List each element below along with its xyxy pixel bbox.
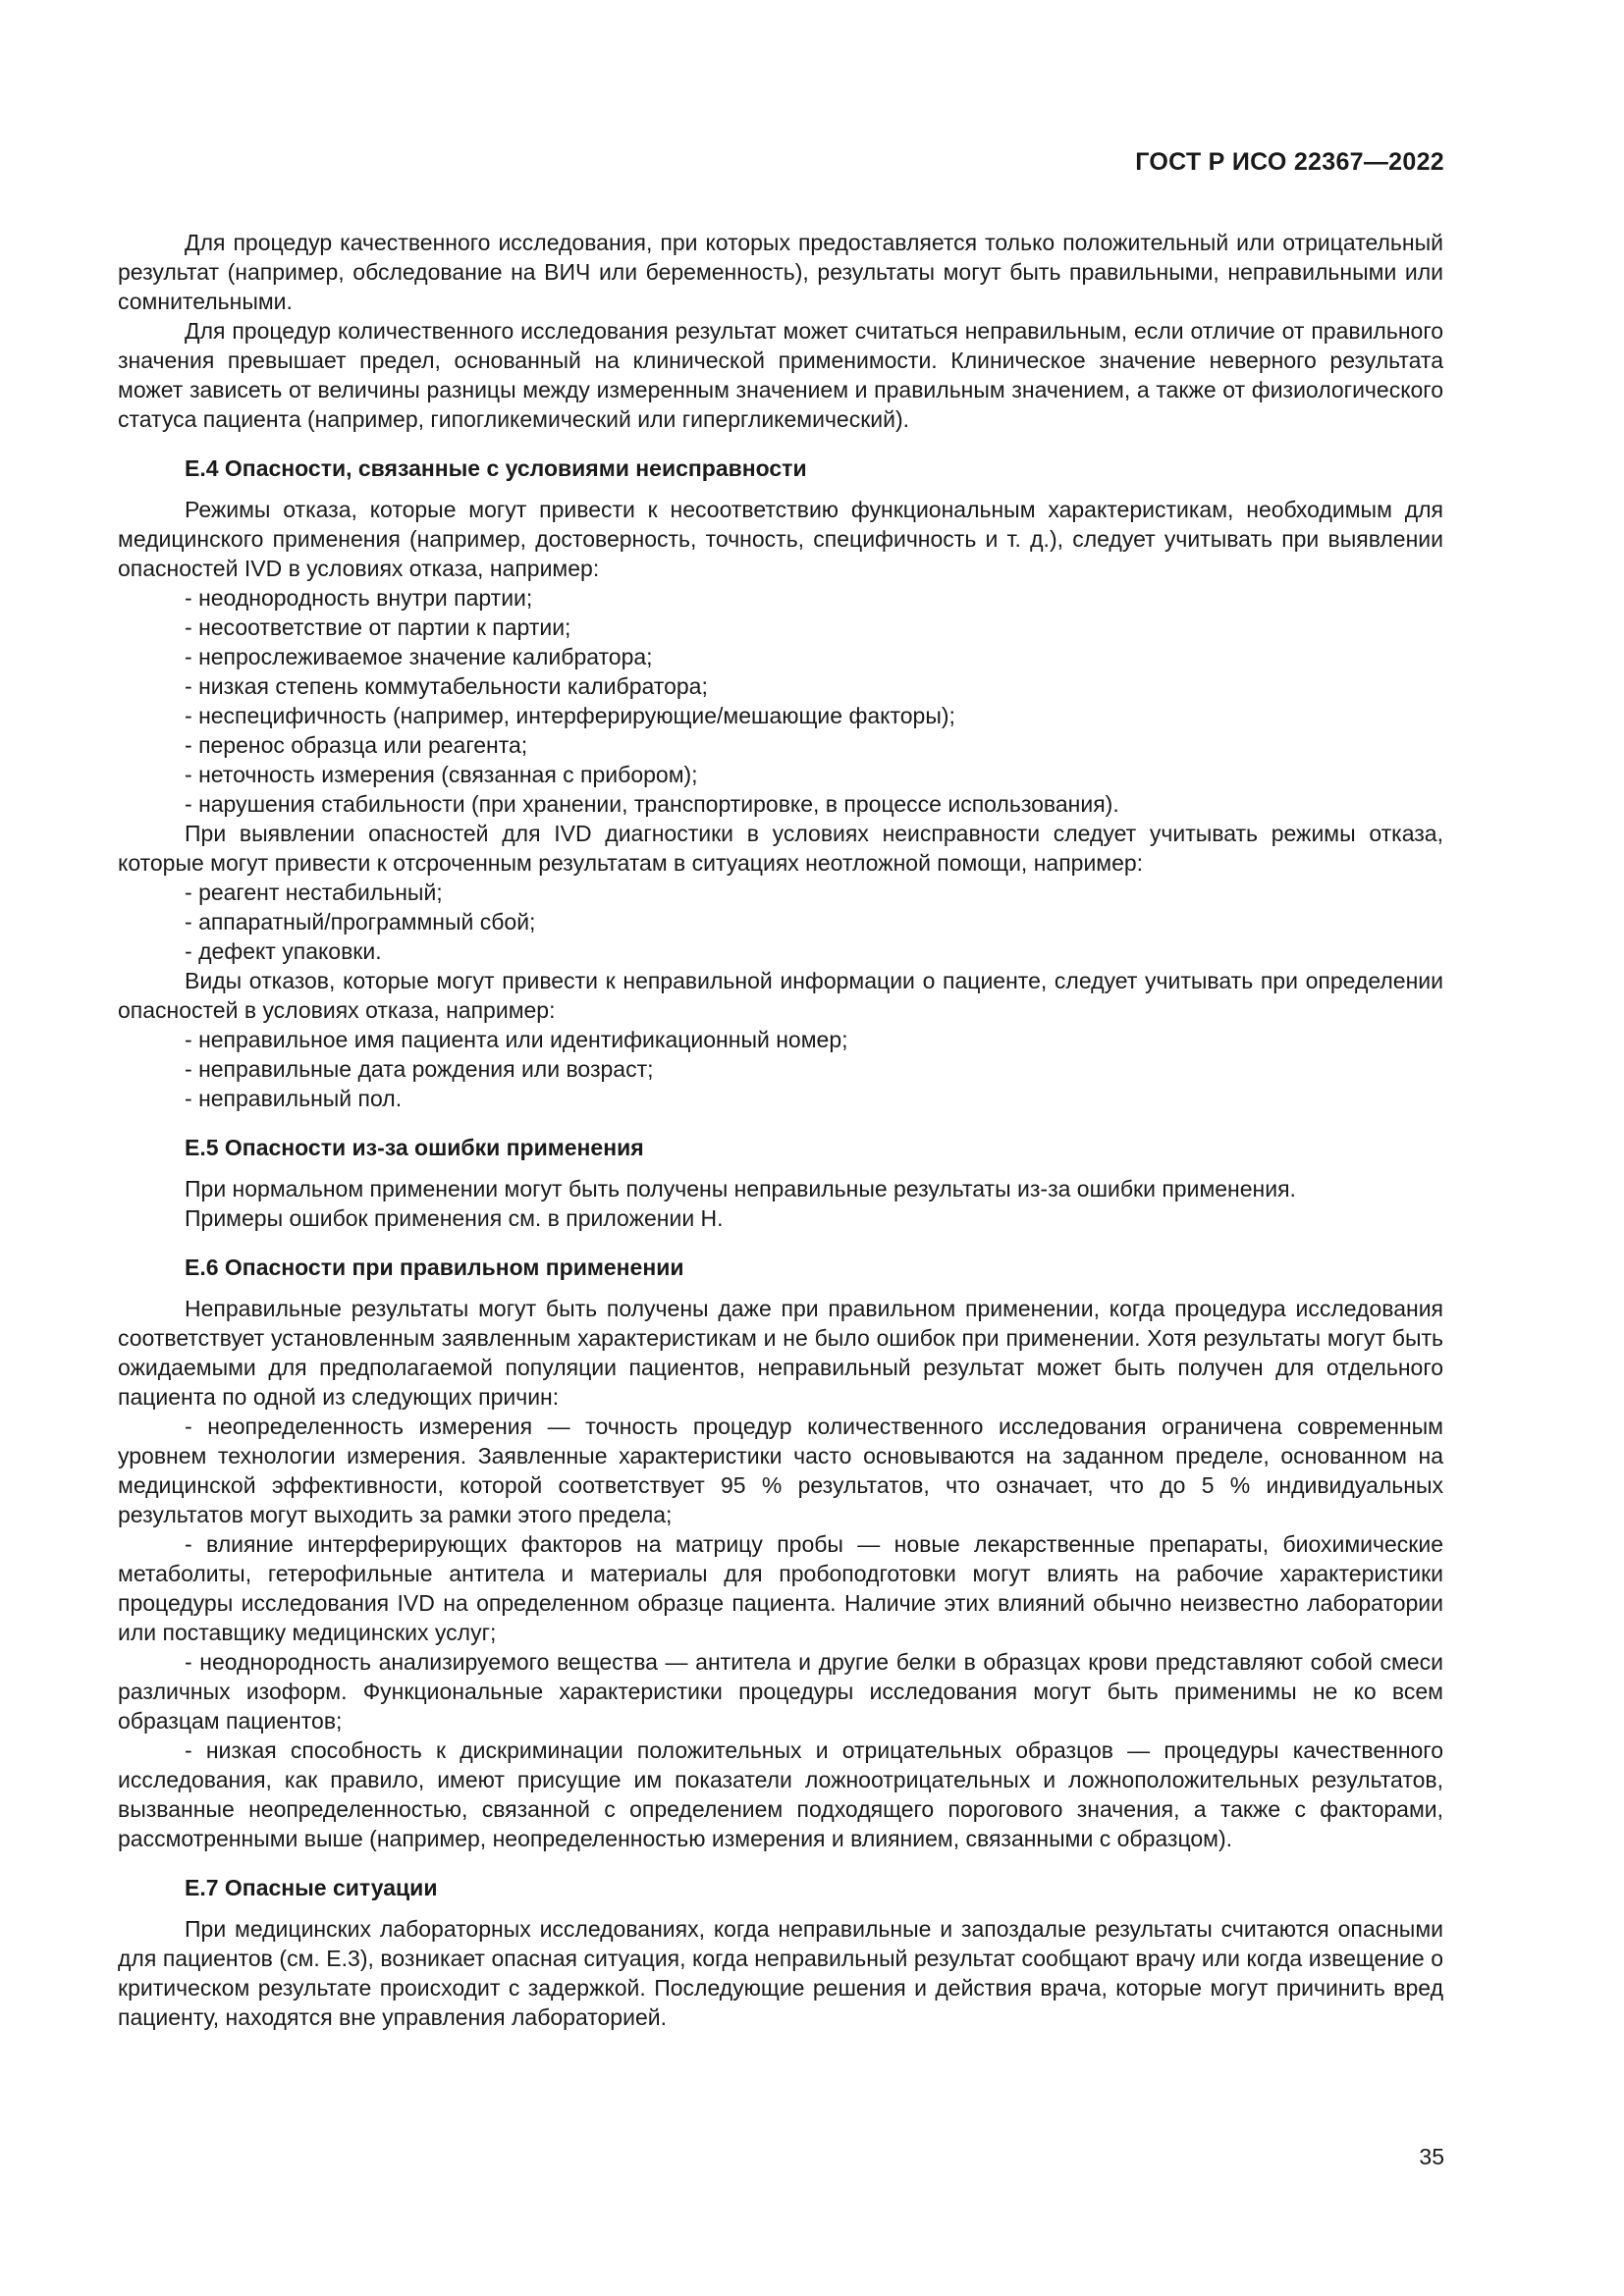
section-e5-title: Е.5 Опасности из-за ошибки применения bbox=[185, 1135, 644, 1160]
e4-list-3 bbox=[118, 1025, 1443, 1113]
list-item: - дефект упаковки. bbox=[185, 936, 1443, 966]
intro-paragraph-1: Для процедур качественного исследования, при которых предоставляется только положительный или отрицательный результат (например, обследование на ВИЧ или беременность), результаты могут быть правильными, неправильными или сомнительными. bbox=[118, 230, 1443, 314]
e6-item-discrimination: - низкая способность к дискриминации положительных и отрицательных образцов — процедуры качественного исследования, как правило, имеют присущие им показатели ложноотрицательных и ложноположительных результатов, вызванные неопределенностью, связанной с определением подходящего порогового значения, а также с факторами, рассмотренными выше (например, неопределенностью измерения и влиянием, связанными с образцом). bbox=[118, 1735, 1443, 1853]
list-item: - низкая степень коммутабельности калибратора; bbox=[185, 671, 1443, 701]
list-item: - несоответствие от партии к партии; bbox=[185, 613, 1443, 642]
e4-paragraph-2: При выявлении опасностей для IVD диагностики в условиях неисправности следует учитывать режимы отказа, которые могут привести к отсроченным результатам в ситуациях неотложной помощи, например: bbox=[118, 821, 1443, 876]
list-item: - непрослеживаемое значение калибратора; bbox=[185, 642, 1443, 671]
document-body bbox=[118, 228, 1443, 2032]
e6-item-analyte-heterogeneity: - неоднородность анализируемого вещества — антитела и другие белки в образцах крови представляют собой смеси различных изоформ. Функциональные характеристики процедуры исследования могут быть применимы не ко всем образцам пациентов; bbox=[118, 1647, 1443, 1735]
e4-list-1 bbox=[118, 583, 1443, 819]
e5-line-2: Примеры ошибок применения см. в приложении Н. bbox=[185, 1205, 724, 1231]
e5-line-1: При нормальном применении могут быть получены неправильные результаты из-за ошибки применения. bbox=[185, 1176, 1296, 1201]
list-item: - неправильный пол. bbox=[185, 1084, 1443, 1113]
e7-paragraph-1: При медицинских лабораторных исследованиях, когда неправильные и запоздалые результаты считаются опасными для пациентов (см. Е.3), возникает опасная ситуация, когда неправильный результат сообщают врачу или когда извещение о критическом результате происходит с задержкой. Последующие решения и действия врача, которые могут причинить вред пациенту, находятся вне управления лабораторией. bbox=[118, 1916, 1443, 2030]
e4-paragraph-3: Виды отказов, которые могут привести к неправильной информации о пациенте, следует учитывать при определении опасностей в условиях отказа, например: bbox=[118, 968, 1443, 1023]
list-item: - неоднородность внутри партии; bbox=[185, 583, 1443, 613]
page-number: 35 bbox=[1419, 2144, 1444, 2169]
e6-item-measurement-uncertainty: - неопределенность измерения — точность процедур количественного исследования ограничена современным уровнем технологии измерения. Заявленные характеристики часто основываются на заданном пределе, основанном на медицинской эффективности, которой соответствует 95 % результатов, что означает, что до 5 % индивидуальных результатов могут выходить за рамки этого предела; bbox=[118, 1412, 1443, 1529]
list-item: - аппаратный/программный сбой; bbox=[185, 907, 1443, 936]
e6-paragraph-1: Неправильные результаты могут быть получены даже при правильном применении, когда процедура исследования соответствует установленным заявленным характеристикам и не было ошибок при применении. Хотя результаты могут быть ожидаемыми для предполагаемой популяции пациентов, неправильный результат может быть получен для отдельного пациента по одной из следующих причин: bbox=[118, 1296, 1443, 1410]
list-item: - перенос образца или реагента; bbox=[185, 730, 1443, 760]
intro-paragraph-2: Для процедур количественного исследования результат может считаться неправильным, если отличие от правильного значения превышает предел, основанный на клинической применимости. Клиническое значение неверного результата может зависеть от величины разницы между измеренным значением и правильным значением, а также от физиологического статуса пациента (например, гипогликемический или гипергликемический). bbox=[118, 318, 1443, 432]
list-item: - реагент нестабильный; bbox=[185, 878, 1443, 907]
list-item: - неправильные дата рождения или возраст; bbox=[185, 1054, 1443, 1084]
list-item: - неспецифичность (например, интерферирующие/мешающие факторы); bbox=[185, 701, 1443, 730]
section-e7-title: Е.7 Опасные ситуации bbox=[185, 1875, 438, 1900]
list-item: - неточность измерения (связанная с прибором); bbox=[185, 760, 1443, 789]
list-item: - неправильное имя пациента или идентификационный номер; bbox=[185, 1025, 1443, 1054]
section-e4-title: Е.4 Опасности, связанные с условиями неисправности bbox=[185, 455, 807, 481]
e4-list-2 bbox=[118, 878, 1443, 966]
list-item: - нарушения стабильности (при хранении, транспортировке, в процессе использования). bbox=[185, 789, 1443, 819]
e6-item-interference: - влияние интерферирующих факторов на матрицу пробы — новые лекарственные препараты, биохимические метаболиты, гетерофильные антитела и материалы для пробоподготовки могут влиять на рабочие характеристики процедуры исследования IVD на определенном образце пациента. Наличие этих влияний обычно неизвестно лаборатории или поставщику медицинских услуг; bbox=[118, 1529, 1443, 1647]
e4-paragraph-1: Режимы отказа, которые могут привести к несоответствию функциональным характеристикам, необходимым для медицинского применения (например, достоверность, точность, специфичность и т. д.), следует учитывать при выявлении опасностей IVD в условиях отказа, например: bbox=[118, 497, 1443, 581]
section-e6-title: Е.6 Опасности при правильном применении bbox=[185, 1255, 684, 1280]
document-code: ГОСТ Р ИСО 22367—2022 bbox=[1135, 148, 1444, 176]
